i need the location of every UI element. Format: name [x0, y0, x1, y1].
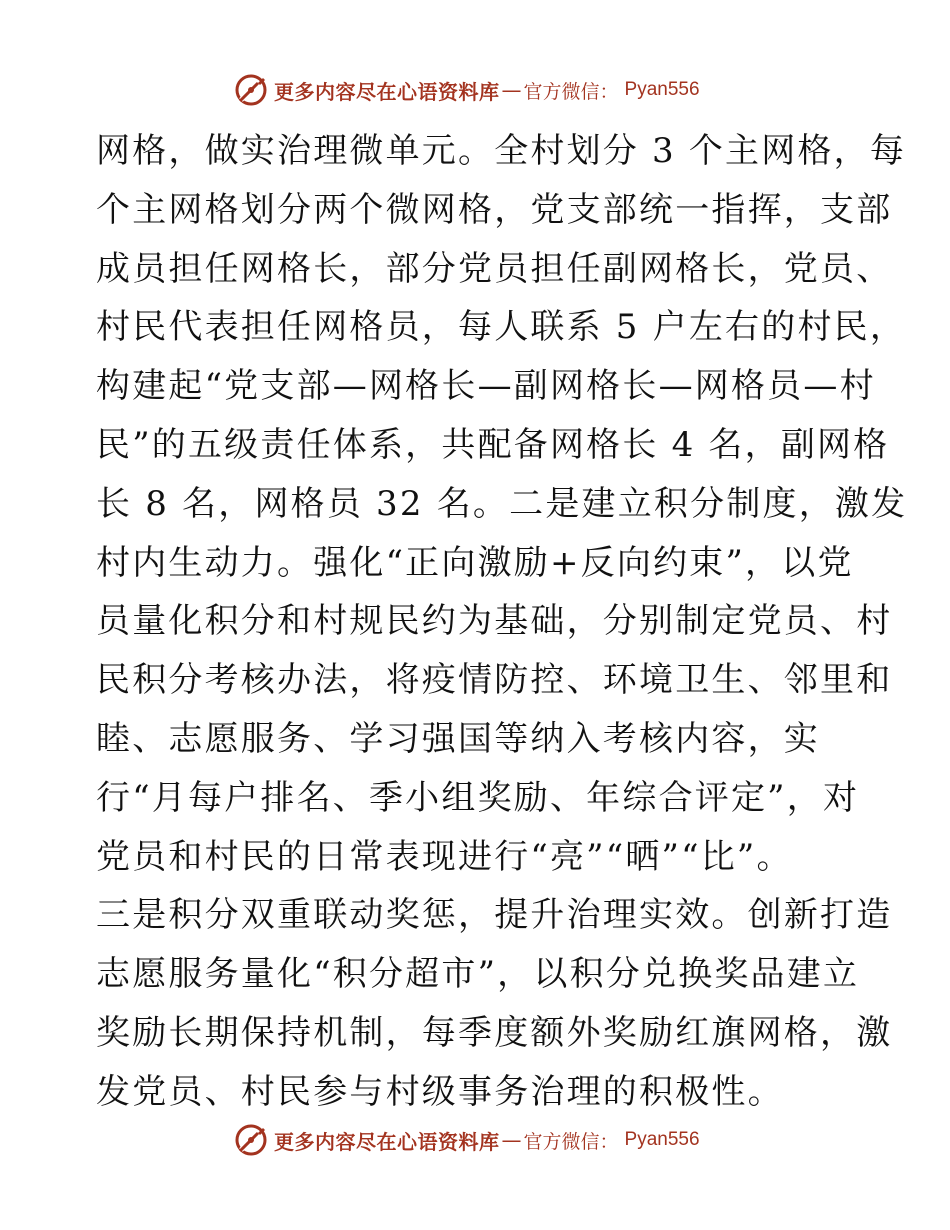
pen-logo-icon [232, 71, 270, 109]
banner-dash: — [501, 1128, 522, 1152]
body-line: 党员和村民的日常表现进行“亮”“晒”“比”。 [96, 836, 793, 877]
brand-text: 更多内容尽在心语资料库 [274, 79, 500, 104]
body-line: 个主网格划分两个微网格，党支部统一指挥，支部 [96, 189, 893, 230]
body-line: 发党员、村民参与村级事务治理的积极性。 [96, 1071, 784, 1112]
body-line: 志愿服务量化“积分超市”，以积分兑换奖品建立 [96, 954, 860, 995]
body-line: 奖励长期保持机制，每季度额外奖励红旗网格，激 [96, 1012, 893, 1053]
header-banner [232, 70, 700, 110]
brand-text: 更多内容尽在心语资料库 [274, 1129, 500, 1154]
body-line: 长 8 名，网格员 32 名。二是建立积分制度，激发 [96, 483, 908, 524]
footer-banner [232, 1120, 700, 1160]
body-line: 构建起“党支部—网格长—副网格长—网格员—村 [96, 366, 876, 407]
wechat-id: Pyan556 [624, 79, 700, 100]
body-line: 民”的五级责任体系，共配备网格长 4 名，副网格 [96, 424, 890, 465]
body-line: 村内生动力。强化“正向激励+反向约束”，以党 [96, 542, 854, 583]
body-line: 民积分考核办法，将疫情防控、环境卫生、邻里和 [96, 660, 893, 701]
wechat-label: 官方微信： [523, 80, 619, 103]
body-line: 睦、志愿服务、学习强国等纳入考核内容，实 [96, 718, 820, 759]
body-line: 员量化积分和村规民约为基础，分别制定党员、村 [96, 601, 893, 642]
body-line: 行“月每户排名、季小组奖励、年综合评定”，对 [96, 777, 860, 818]
pen-logo-icon [232, 1121, 270, 1159]
wechat-label: 官方微信： [523, 1130, 619, 1153]
document-body [96, 122, 908, 1122]
banner-dash: — [501, 78, 522, 102]
body-line: 三是积分双重联动奖惩，提升治理实效。创新打造 [96, 895, 893, 936]
body-line: 网格，做实治理微单元。全村划分 3 个主网格，每 [96, 131, 907, 171]
wechat-id: Pyan556 [624, 1129, 700, 1150]
body-line: 成员担任网格长，部分党员担任副网格长，党员、 [96, 248, 893, 289]
body-line: 村民代表担任网格员，每人联系 5 户左右的村民， [96, 307, 907, 348]
